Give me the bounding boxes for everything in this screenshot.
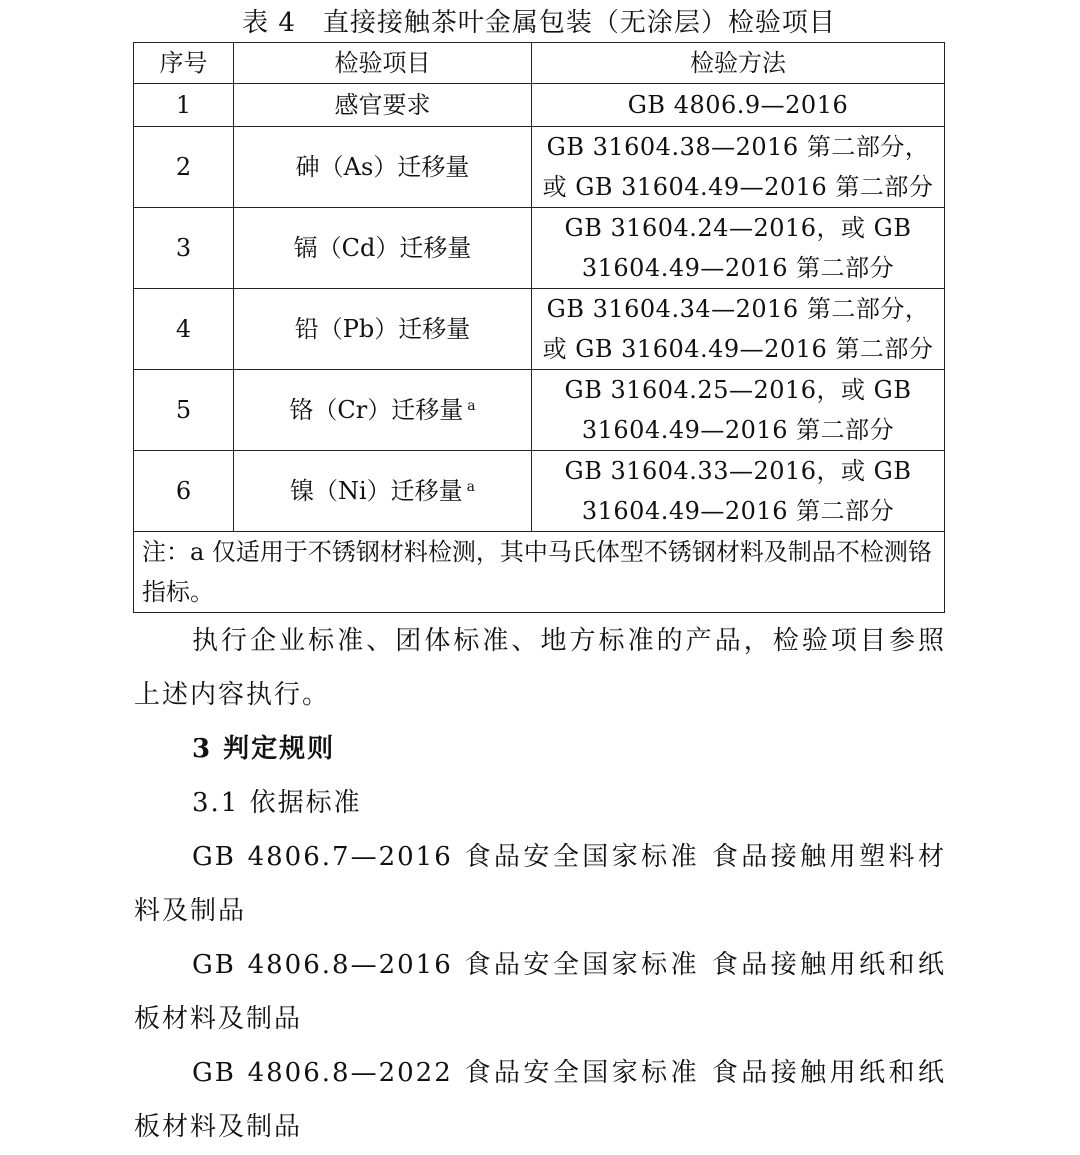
row-no: 1 bbox=[134, 84, 234, 127]
table-row bbox=[134, 451, 945, 532]
paragraph-scope: 执行企业标准、团体标准、地方标准的产品，检验项目参照上述内容执行。 bbox=[134, 626, 946, 710]
footnote-marker: a bbox=[467, 398, 476, 414]
heading-judgement-rules: 3 判定规则 bbox=[192, 734, 336, 764]
heading-basis-standards: 3.1 依据标准 bbox=[192, 788, 362, 818]
method-line: GB 31604.24—2016，或 GB bbox=[564, 214, 912, 242]
row-no: 2 bbox=[134, 127, 234, 208]
item-text: 镉（Cd）迁移量 bbox=[293, 234, 472, 262]
row-item bbox=[234, 127, 532, 208]
row-item bbox=[234, 289, 532, 370]
row-method bbox=[532, 208, 945, 289]
method-line: GB 31604.25—2016，或 GB bbox=[564, 376, 912, 404]
method-line: GB 31604.33—2016，或 GB bbox=[564, 457, 912, 485]
row-method bbox=[532, 84, 945, 127]
method-line: GB 31604.38—2016 第二部分， bbox=[546, 133, 930, 161]
row-item bbox=[234, 84, 532, 127]
table-row bbox=[134, 289, 945, 370]
table-row bbox=[134, 127, 945, 208]
header-method: 检验方法 bbox=[532, 43, 945, 84]
item-text: 镍（Ni）迁移量 bbox=[289, 477, 463, 505]
header-no: 序号 bbox=[134, 43, 234, 84]
standard-item: GB 4806.7—2016 食品安全国家标准 食品接触用塑料材料及制品 bbox=[134, 842, 946, 926]
row-no: 3 bbox=[134, 208, 234, 289]
standard-item: GB 4806.8—2016 食品安全国家标准 食品接触用纸和纸板材料及制品 bbox=[134, 950, 946, 1034]
row-item bbox=[234, 451, 532, 532]
table-caption: 表 4 直接接触茶叶金属包装（无涂层）检验项目 bbox=[242, 8, 836, 38]
header-item: 检验项目 bbox=[234, 43, 532, 84]
row-method bbox=[532, 127, 945, 208]
method-line: GB 4806.9—2016 bbox=[627, 91, 849, 119]
row-method bbox=[532, 289, 945, 370]
row-item bbox=[234, 370, 532, 451]
footnote-marker: a bbox=[466, 479, 476, 495]
method-line: 或 GB 31604.49—2016 第二部分 bbox=[542, 173, 934, 201]
item-text: 砷（As）迁移量 bbox=[295, 153, 470, 181]
item-text: 铅（Pb）迁移量 bbox=[294, 315, 471, 343]
item-text: 感官要求 bbox=[334, 91, 431, 119]
table-note-row bbox=[134, 532, 945, 613]
table-note: 注：a 仅适用于不锈钢材料检测，其中马氏体型不锈钢材料及制品不检测铬指标。 bbox=[134, 532, 945, 613]
item-text: 铬（Cr）迁移量 bbox=[289, 396, 464, 424]
row-no: 5 bbox=[134, 370, 234, 451]
method-line: 31604.49—2016 第二部分 bbox=[581, 416, 895, 444]
method-line: GB 31604.34—2016 第二部分， bbox=[546, 295, 930, 323]
row-method bbox=[532, 370, 945, 451]
method-line: 31604.49—2016 第二部分 bbox=[581, 497, 895, 525]
standard-item: GB 4806.8—2022 食品安全国家标准 食品接触用纸和纸板材料及制品 bbox=[134, 1058, 946, 1142]
table-row bbox=[134, 208, 945, 289]
row-no: 4 bbox=[134, 289, 234, 370]
row-no: 6 bbox=[134, 451, 234, 532]
method-line: 或 GB 31604.49—2016 第二部分 bbox=[542, 335, 934, 363]
table-header-row bbox=[134, 43, 945, 84]
inspection-table bbox=[133, 42, 945, 613]
table-row bbox=[134, 370, 945, 451]
method-line: 31604.49—2016 第二部分 bbox=[581, 254, 895, 282]
table-row bbox=[134, 84, 945, 127]
row-item bbox=[234, 208, 532, 289]
row-method bbox=[532, 451, 945, 532]
